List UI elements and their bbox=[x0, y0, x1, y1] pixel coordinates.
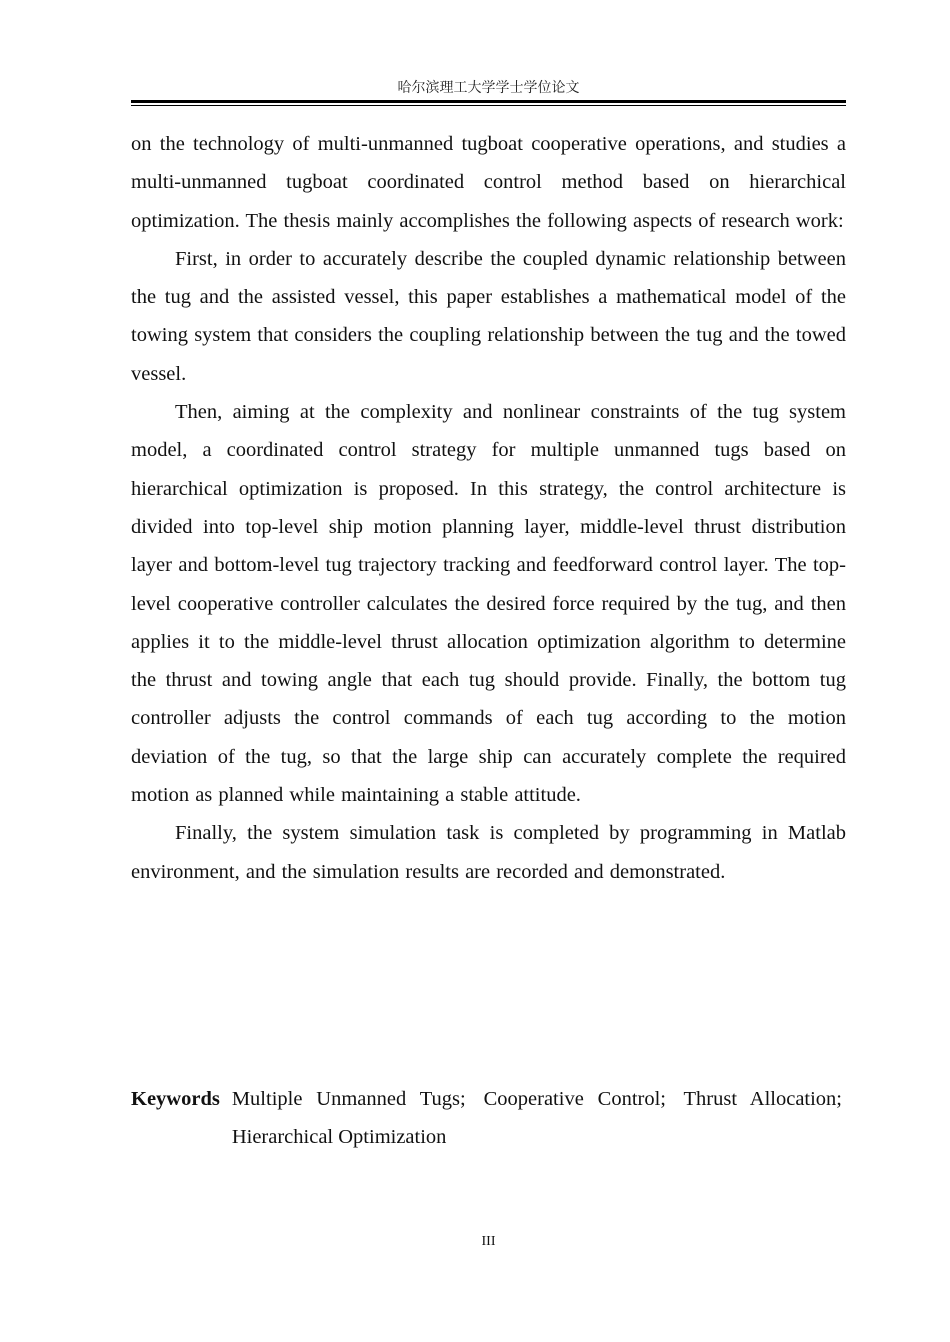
running-header: 哈尔滨理工大学学士学位论文 bbox=[397, 80, 580, 96]
abstract-body bbox=[131, 125, 846, 891]
keyword-item: Multiple Unmanned Tugs; bbox=[231, 1088, 466, 1110]
paragraph-simulation: Finally, the system simulation task is completed by programming in Matlab environment, and the simulation results are recorded and demonstrated. bbox=[131, 822, 846, 883]
page-number: III bbox=[481, 1234, 496, 1249]
keywords-section bbox=[131, 1080, 846, 1157]
keyword-item: Hierarchical Optimization bbox=[231, 1126, 447, 1149]
header-rule-thin bbox=[131, 105, 846, 106]
paragraph-control-strategy: Then, aiming at the complexity and nonlinear constraints of the tug system model, a coordinated control strategy for multiple unmanned tugs based on hierarchical optimization is proposed. In this strategy, the control architecture is divided into top-level ship motion planning layer, middle-level thrust distribution layer and bottom-level tug trajectory tracking and feedforward control layer. The top-level cooperative controller calculates the desired force required by the tug, and then applies it to the middle-level thrust allocation optimization algorithm to determine the thrust and towing angle that each tug should provide. Finally, the bottom tug controller adjusts the control commands of each tug according to the motion deviation of the tug, so that the large ship can accurately complete the required motion as planned while maintaining a stable attitude. bbox=[131, 401, 846, 807]
header-rule-thick bbox=[131, 100, 846, 103]
paragraph-continuation: on the technology of multi-unmanned tugboat cooperative operations, and studies a multi-unmanned tugboat coordinated control method based on hierarchical optimization. The thesis mainly accomplishes the following aspects of research work: bbox=[131, 133, 846, 232]
paragraph-modeling: First, in order to accurately describe the coupled dynamic relationship between the tug and the assisted vessel, this paper establishes a mathematical model of the towing system that considers the coupling relationship between the tug and the towed vessel. bbox=[131, 247, 846, 385]
keyword-item: Cooperative Control; bbox=[483, 1088, 667, 1110]
keywords-list bbox=[232, 1080, 846, 1157]
keyword-item: Thrust Allocation; bbox=[683, 1088, 843, 1110]
keywords-label: Keywords bbox=[131, 1088, 220, 1110]
